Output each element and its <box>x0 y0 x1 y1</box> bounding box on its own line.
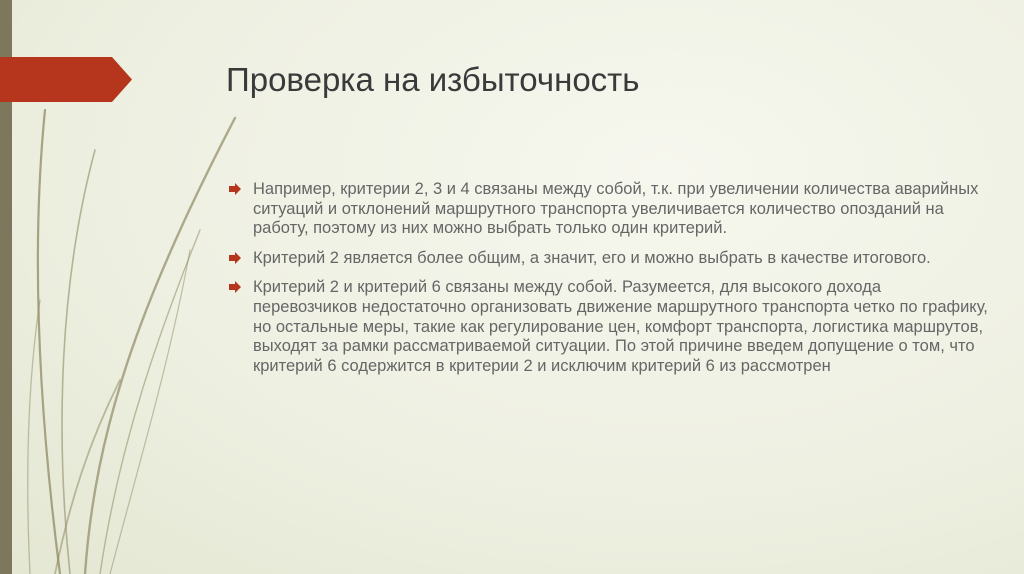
arrow-bullet-icon <box>228 183 242 195</box>
bullet-text: Критерий 2 и критерий 6 связаны между собой. Разумеется, для высокого дохода перевозчиков недостаточно организовать движение маршрутного транспорта четко по графику, но остальные меры, такие как регулирование цен, комфорт транспорта, логистика маршрутов, выходят за рамки рассматриваемой ситуации. По этой причине введем допущение о том, что критерий 6 содержится в критерии 2 и исключим критерий 6 из рассмотрен <box>253 278 988 375</box>
slide-title: Проверка на избыточность <box>226 61 640 98</box>
title-accent-flag <box>0 57 132 102</box>
bullet-list <box>228 180 988 386</box>
bullet-item <box>228 249 988 269</box>
arrow-bullet-icon <box>228 281 242 293</box>
arrow-bullet-icon <box>228 252 242 264</box>
bullet-item <box>228 180 988 239</box>
bullet-item <box>228 278 988 376</box>
bullet-text: Например, критерии 2, 3 и 4 связаны между собой, т.к. при увеличении количества аварийных ситуаций и отклонений маршрутного транспорта увеличивается количество опозданий на работу, поэтому из них можно выбрать только один критерий. <box>253 180 979 238</box>
bullet-text: Критерий 2 является более общим, а значит, его и можно выбрать в качестве итогового. <box>253 248 931 267</box>
